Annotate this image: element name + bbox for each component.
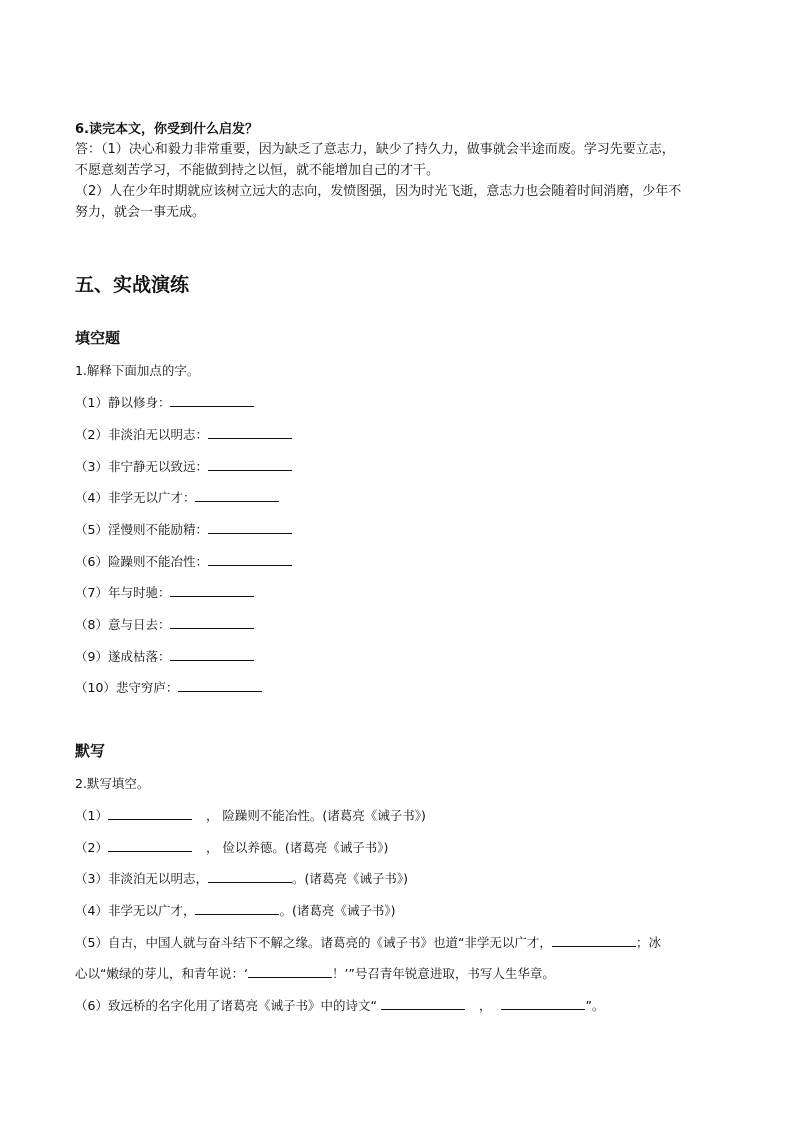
fill-item	[75, 615, 254, 633]
answer-blank[interactable]	[381, 997, 465, 1010]
item-suffix: 。(诸葛亮《诫子书》)	[279, 903, 396, 918]
dictation-item-2	[75, 838, 388, 856]
answer-blank[interactable]	[108, 839, 192, 852]
dictation-item-1	[75, 806, 426, 824]
answer-blank[interactable]	[208, 870, 292, 883]
dictation-heading: 默写	[75, 742, 106, 760]
fill-item	[75, 678, 262, 696]
answer-blank[interactable]	[108, 807, 192, 820]
fill-item-label: （2）非淡泊无以明志：	[75, 427, 208, 442]
item-suffix: ；冰	[635, 935, 661, 950]
answer-blank[interactable]	[552, 934, 636, 947]
item-suffix: ”。	[585, 998, 605, 1013]
fill-item-label: （7）年与时驰：	[75, 585, 171, 600]
q6-answer-line-4: 努力，就会一事无成。	[75, 205, 206, 220]
q6-title: 6.读完本文，你受到什么启发？	[75, 122, 258, 137]
fill-item-label: （5）淫慢则不能励精：	[75, 522, 208, 537]
q6-answer-line-3: （2）人在少年时期就应该树立远大的志向，发愤图强，因为时光飞逝，意志力也会随着时间消磨，少年不	[75, 184, 682, 199]
fill-heading: 填空题	[75, 329, 121, 347]
answer-blank[interactable]	[248, 965, 332, 978]
fill-item-label: （10）悲守穷庐：	[75, 680, 179, 695]
fill-question: 1.解释下面加点的字。	[75, 363, 200, 378]
answer-blank[interactable]	[208, 521, 292, 534]
fill-item-label: （3）非宁静无以致远：	[75, 459, 208, 474]
answer-blank[interactable]	[208, 426, 292, 439]
answer-blank[interactable]	[208, 458, 292, 471]
item-prefix: （4）非学无以广才，	[75, 903, 196, 918]
answer-blank[interactable]	[178, 679, 262, 692]
fill-item	[75, 425, 292, 443]
answer-blank[interactable]	[170, 584, 254, 597]
item-prefix: 心以“嫩绿的芽儿，和青年说：‘	[75, 966, 248, 981]
q6-answer-line-1: 答：（1）决心和毅力非常重要，因为缺乏了意志力，缺少了持久力，做事就会半途而废。学习先要立志，	[75, 142, 675, 157]
fill-item	[75, 647, 254, 665]
fill-item	[75, 520, 292, 538]
fill-item	[75, 488, 279, 506]
fill-item-label: （9）遂成枯落：	[75, 649, 171, 664]
answer-blank[interactable]	[170, 648, 254, 661]
fill-item	[75, 552, 292, 570]
fill-item-label: （1）静以修身：	[75, 395, 171, 410]
item-suffix: 。(诸葛亮《诫子书》)	[291, 871, 408, 886]
item-prefix: （2）	[75, 840, 108, 855]
item-prefix: （6）致远桥的名字化用了诸葛亮《诫子书》中的诗文“	[75, 998, 377, 1013]
item-suffix: ， 险躁则不能冶性。(诸葛亮《诫子书》)	[205, 808, 426, 823]
answer-blank[interactable]	[501, 997, 585, 1010]
fill-item	[75, 583, 254, 601]
fill-item-label: （6）险躁则不能冶性：	[75, 554, 208, 569]
item-suffix: ， 俭以养德。(诸葛亮《诫子书》)	[205, 840, 389, 855]
dictation-item-3	[75, 869, 408, 887]
fill-item	[75, 457, 292, 475]
answer-blank[interactable]	[195, 489, 279, 502]
item-prefix: （3）非淡泊无以明志，	[75, 871, 208, 886]
dictation-item-5-cont	[75, 964, 555, 982]
q6-answer-line-2: 不愿意刻苦学习，不能做到持之以恒，就不能增加自己的才干。	[75, 163, 440, 178]
fill-item-label: （4）非学无以广才：	[75, 490, 196, 505]
dictation-question: 2.默写填空。	[75, 776, 150, 791]
fill-item	[75, 393, 254, 411]
answer-blank[interactable]	[170, 394, 254, 407]
dictation-item-5	[75, 933, 661, 951]
dictation-item-6	[75, 996, 604, 1014]
item-suffix: ！’”号召青年锐意进取，书写人生华章。	[331, 966, 555, 981]
section-title: 五、实战演练	[75, 274, 190, 296]
answer-blank[interactable]	[195, 902, 279, 915]
dictation-item-4	[75, 901, 395, 919]
item-separator: ，	[478, 998, 492, 1013]
item-prefix: （1）	[75, 808, 108, 823]
answer-blank[interactable]	[170, 616, 254, 629]
answer-blank[interactable]	[208, 553, 292, 566]
fill-item-label: （8）意与日去：	[75, 617, 171, 632]
item-prefix: （5）自古，中国人就与奋斗结下不解之缘。诸葛亮的《诫子书》也道“非学无以广才，	[75, 935, 552, 950]
